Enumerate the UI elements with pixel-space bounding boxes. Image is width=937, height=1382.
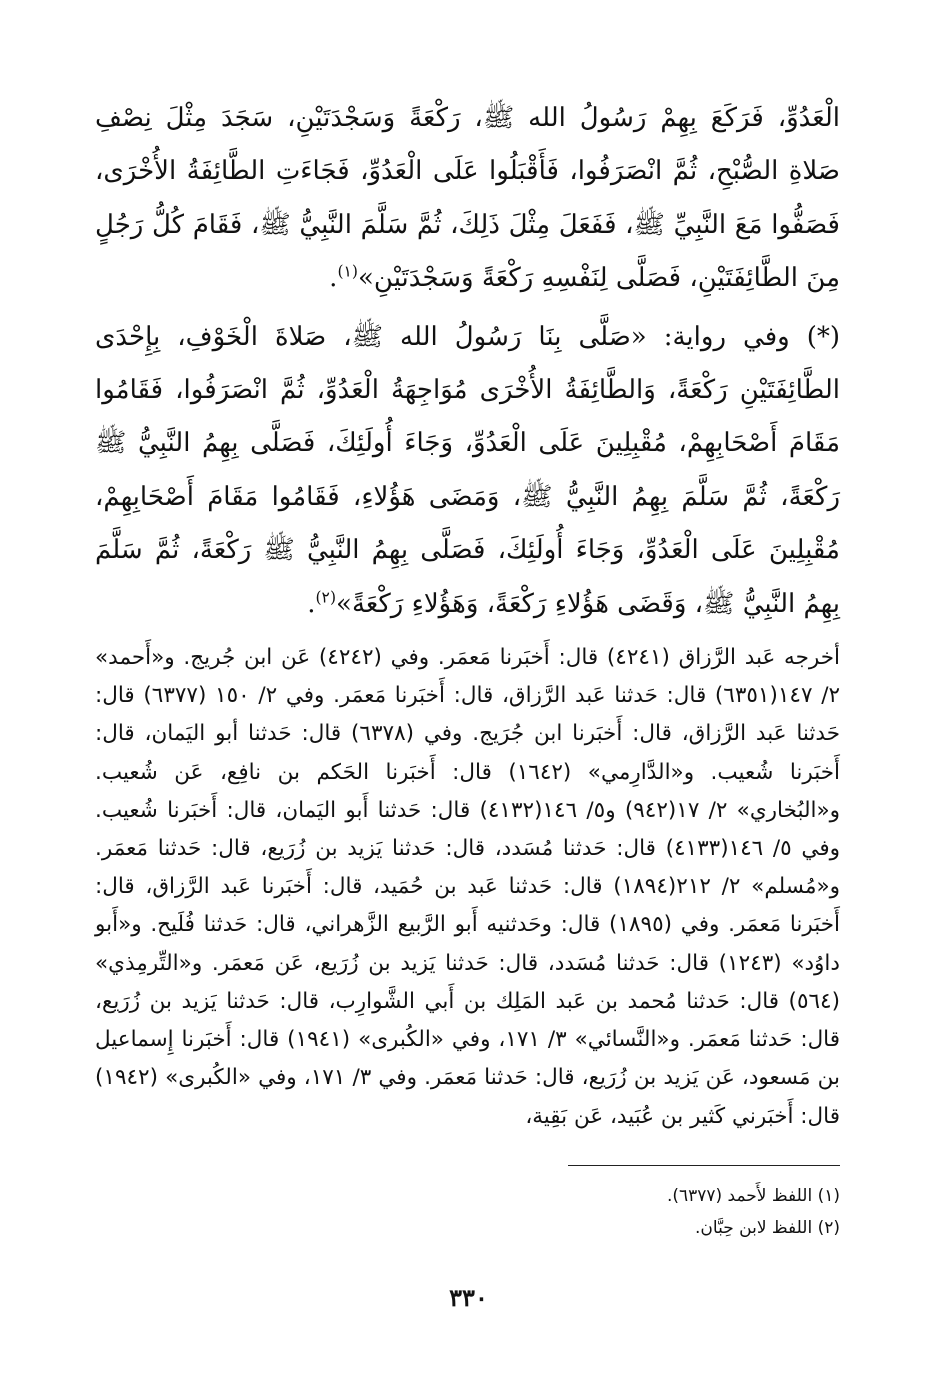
riwaya-end-mark: . xyxy=(307,588,316,619)
footnote-ref-2: (٢) xyxy=(315,588,337,606)
hadith-end-mark: . xyxy=(329,263,338,294)
takhrij-paragraph: أخرجه عَبد الرَّزاق (٤٢٤١) قال: أَخبَرنا مَعمَر. وفي (٤٢٤٢) عَن ابن جُريج. و«أَحمد» ٢/ ١٤٧(٦٣٥١) قال: حَدثنا عَبد الرَّزاق، قال: أَخبَرنا مَعمَر. وفي ٢/ ١٥٠ (٦٣٧٧) قال: حَدثنا عَبد الرَّزاق، قال: أَخبَرنا ابن جُرَيج. وفي (٦٣٧٨) قال: حَدثنا أبو اليَمان، قال: أَخبَرنا شُعيب. و«الدَّارِمي» (١٦٤٢) قال: أَخبَرنا الحَكم بن نافِع، عَن شُعيب. و«البُخاري» ٢/ ١٧(٩٤٢) و٥/ ١٤٦(٤١٣٢) قال: حَدثنا أَبو اليَمان، قال: أَخبَرنا شُعيب. وفي ٥/ ١٤٦(٤١٣٣) قال: حَدثنا مُسَدد، قال: حَدثنا يَزيد بن زُرَيع، قال: حَدثنا مَعمَر. و«مُسلم» ٢/ ٢١٢(١٨٩٤) قال: حَدثنا عَبد بن حُمَيد، قال: أَخبَرنا عَبد الرَّزاق، قال: أَخبَرنا مَعمَر. وفي (١٨٩٥) قال: وحَدثنيه أَبو الرَّبيع الزَّهراني، قال: حَدثنا فُلَيح. و«أَبو داوُد» (١٢٤٣) قال: حَدثنا مُسَدد، قال: حَدثنا يَزيد بن زُرَيع، عَن مَعمَر. و«التِّرمِذي» (٥٦٤) قال: حَدثنا مُحمد بن عَبد المَلِك بن أَبي الشَّوارِب، قال: حَدثنا يَزيد بن زُرَيع، قال: حَدثنا مَعمَر. و«النَّسائي» ٣/ ١٧١، وفي «الكُبرى» (١٩٤١) قال: أَخبَرنا إِسماعيل بن مَسعود، عَن يَزيد بن زُرَيع، قال: حَدثنا مَعمَر. وفي ٣/ ١٧١، وفي «الكُبرى» (١٩٤٢) قال: أَخبَرني كَثير بن عُبَيد، عَن بَقِية، xyxy=(95,645,841,1129)
page-number: ٣٣٠ xyxy=(449,1283,488,1312)
footnote-ref-1: (١) xyxy=(337,262,359,281)
main-text xyxy=(95,92,840,1136)
riwaya-text: (*) وفي رواية: «صَلَّى بِنَا رَسُولُ الله ﷺ، صَلاةَ الْخَوْفِ، بِإِحْدَى الطَّائِفَتَيْنِ رَكْعَةً، وَالطَّائِفَةُ الأُخْرَى مُوَاجِهَةُ الْعَدُوِّ، ثُمَّ انْصَرَفُوا، فَقَامُوا مَقَامَ أَصْحَابِهِمْ، مُقْبِلِينَ عَلَى الْعَدُوِّ، وَجَاءَ أُولَئِكَ، فَصَلَّى بِهِمُ النَّبِيُّ ﷺ رَكْعَةً، ثُمَّ سَلَّمَ بِهِمُ النَّبِيُّ ﷺ، وَمَضَى هَؤُلاءِ، فَقَامُوا مَقَامَ أَصْحَابِهِمْ، مُقْبِلِينَ عَلَى الْعَدُوِّ، وَجَاءَ أُولَئِكَ، فَصَلَّى بِهِمُ النَّبِيُّ ﷺ رَكْعَةً، ثُمَّ سَلَّمَ بِهِمُ النَّبِيُّ ﷺ، وَقَضَى هَؤُلاءِ رَكْعَةً، وَهَؤُلاءِ رَكْعَةً» xyxy=(95,321,840,619)
hadith-paragraph xyxy=(95,92,840,306)
footnote-divider xyxy=(568,1165,840,1166)
footnote-2: (٢) اللفظ لابن حِبَّان. xyxy=(695,1218,840,1238)
riwaya-paragraph xyxy=(95,311,840,631)
footnote-1: (١) اللفظ لأَحمد (٦٣٧٧). xyxy=(666,1186,840,1206)
footnotes xyxy=(440,1180,840,1244)
hadith-text: الْعَدُوِّ، فَرَكَعَ بِهِمْ رَسُولُ الله ﷺ، رَكْعَةً وَسَجْدَتَيْنِ، سَجَدَ مِثْلَ نِصْفِ صَلاةِ الصُّبْحِ، ثُمَّ انْصَرَفُوا، فَأَقْبَلُوا عَلَى الْعَدُوِّ، فَجَاءَتِ الطَّائِفَةُ الأُخْرَى، فَصَفُّوا مَعَ النَّبِيِّ ﷺ، فَفَعَلَ مِثْلَ ذَلِكَ، ثُمَّ سَلَّمَ النَّبِيُّ ﷺ، فَقَامَ كُلُّ رَجُلٍ مِنَ الطَّائِفَتَيْنِ، فَصَلَّى لِنَفْسِهِ رَكْعَةً وَسَجْدَتَيْنِ» xyxy=(95,103,840,294)
